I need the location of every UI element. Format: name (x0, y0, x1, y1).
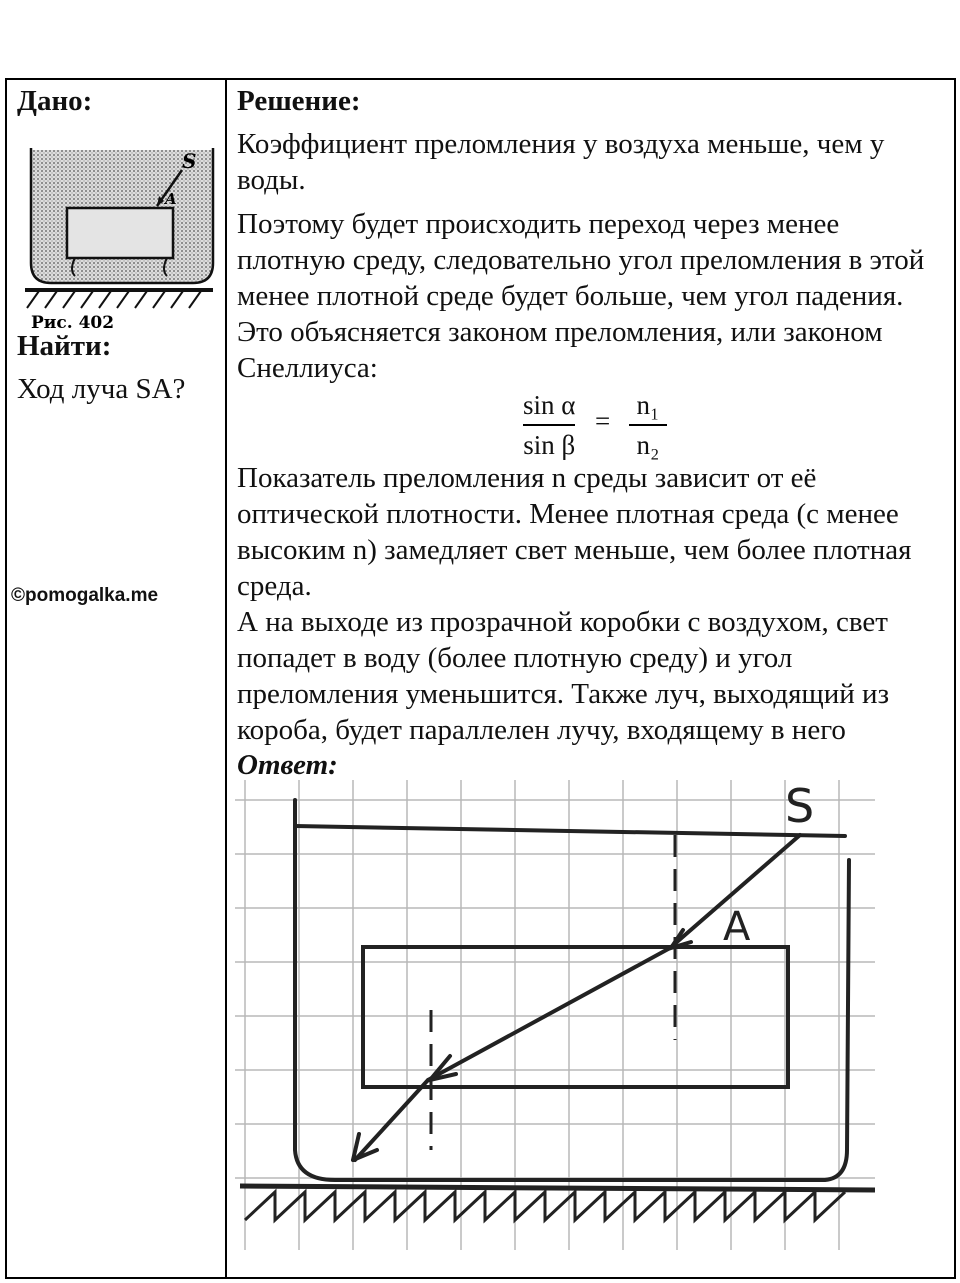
solution-paragraph-1: Коэффициент преломления у воздуха меньше, чем у воды. (237, 128, 885, 196)
formula-left-fraction (523, 388, 575, 462)
watermark: ©pomogalka.me (11, 585, 159, 606)
vessel-figure (17, 118, 217, 333)
ray-path-drawing (235, 780, 875, 1250)
figure-label-a: A (165, 190, 177, 208)
answer-heading: Ответ: (237, 749, 338, 781)
formula-den-right: n₂ (636, 430, 660, 460)
solution-paragraph-3: Показатель преломления n среды зависит от её оптической плотности. Менее плотная среда (с менее высоким n) замедляет свет меньше, чем более плотная среда. (237, 462, 912, 602)
figure-caption: Рис. 402 (31, 313, 115, 333)
figure-label-s: S (182, 149, 197, 173)
find-heading: Найти: (17, 330, 112, 362)
sketch-label-s: S (785, 780, 815, 833)
formula-den-left: sin β (523, 430, 576, 460)
given-column (17, 84, 222, 333)
formula-equals: = (595, 406, 611, 436)
solution-table (5, 78, 956, 1279)
solution-heading: Решение: (237, 85, 361, 117)
sketch-label-a: A (723, 904, 751, 950)
formula-num-right: n₁ (636, 390, 660, 420)
solution-column (237, 84, 949, 782)
solution-paragraph-4: А на выходе из прозрачной коробки с воздухом, свет попадет в воду (более плотную среду) и угол преломления уменьшится. Также луч, выходящий из короба, будет параллелен лучу, входящему в него (237, 606, 890, 746)
column-divider (225, 80, 227, 1277)
formula-right-fraction (629, 388, 667, 462)
answer-sketch (235, 780, 875, 1250)
snell-formula (237, 386, 949, 460)
formula-num-left: sin α (523, 390, 576, 420)
given-figure (17, 118, 217, 333)
given-heading: Дано: (17, 85, 93, 117)
find-text: Ход луча SA? (17, 373, 186, 405)
solution-paragraph-2: Поэтому будет происходить переход через менее плотную среду, следовательно угол преломления в этой менее плотной среде будет больше, чем угол падения. Это объясняется законом преломления, или законом Снеллиуса: (237, 208, 925, 384)
